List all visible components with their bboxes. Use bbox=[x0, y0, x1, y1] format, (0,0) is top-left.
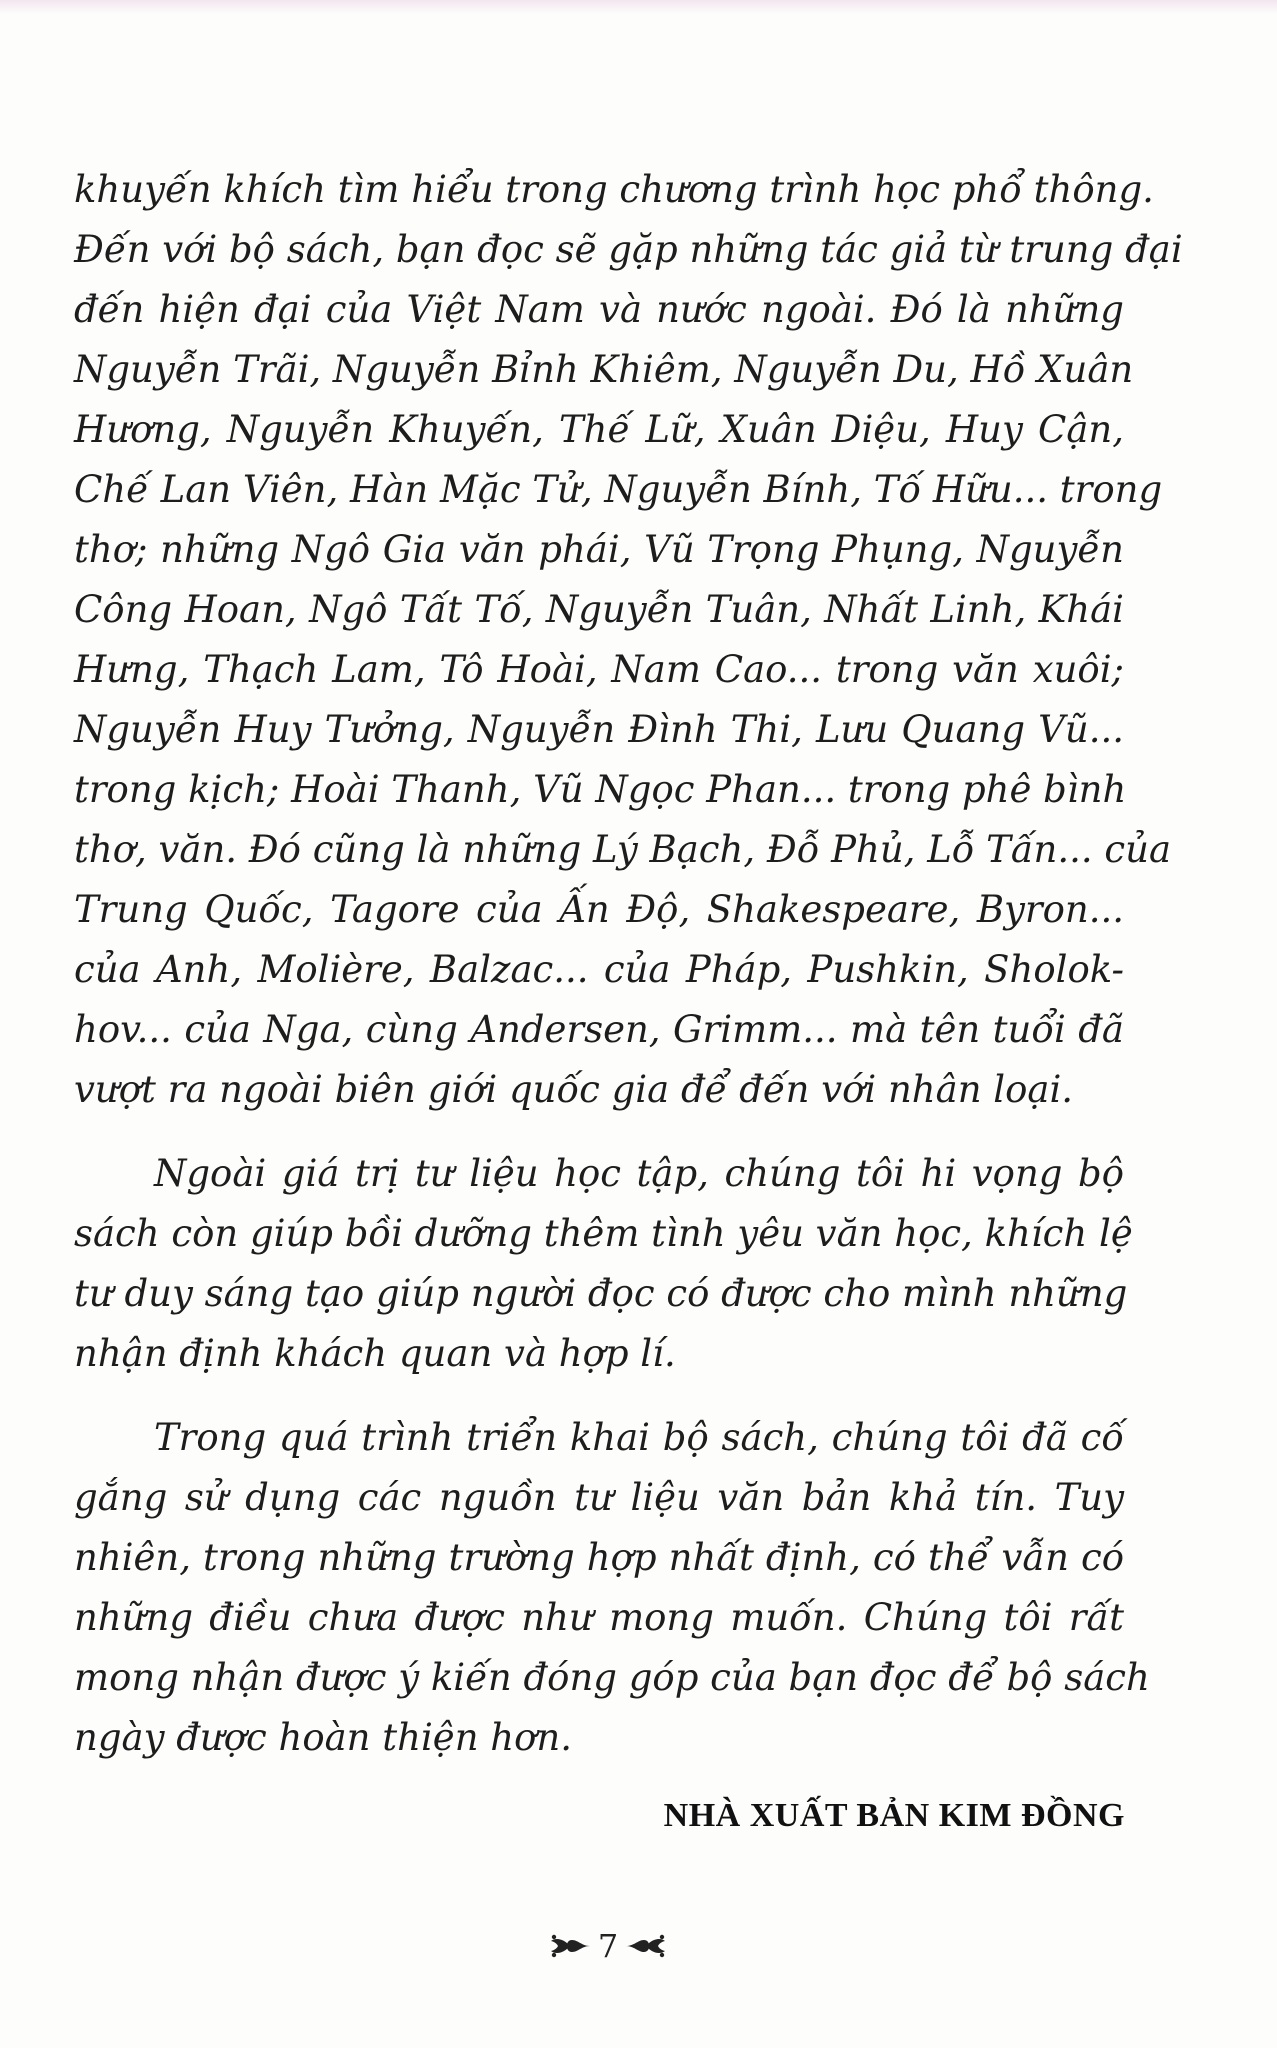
text-line: gắng sử dụng các nguồn tư liệu văn bản khả tín. Tuy bbox=[74, 1476, 1124, 1519]
body-text bbox=[74, 160, 1183, 1768]
text-line: ngày được hoàn thiện hơn. bbox=[74, 1716, 572, 1759]
paragraph-1 bbox=[74, 160, 1183, 1120]
page-number: 7 bbox=[597, 1927, 619, 1965]
text-line: Đến với bộ sách, bạn đọc sẽ gặp những tác giả từ trung đại bbox=[74, 228, 1183, 271]
text-line: nhận định khách quan và hợp lí. bbox=[74, 1332, 676, 1375]
text-line: Ngoài giá trị tư liệu học tập, chúng tôi hi vọng bộ bbox=[154, 1152, 1124, 1195]
text-line: Nguyễn Trãi, Nguyễn Bỉnh Khiêm, Nguyễn Du, Hồ Xuân bbox=[74, 348, 1134, 391]
text-line: Nguyễn Huy Tưởng, Nguyễn Đình Thi, Lưu Quang Vũ... bbox=[74, 708, 1124, 751]
text-line: khuyến khích tìm hiểu trong chương trình học phổ thông. bbox=[74, 168, 1154, 211]
text-line: mong nhận được ý kiến đóng góp của bạn đọc để bộ sách bbox=[74, 1656, 1150, 1699]
text-line: Hương, Nguyễn Khuyến, Thế Lữ, Xuân Diệu, Huy Cận, bbox=[74, 408, 1124, 451]
paragraph-spacer bbox=[74, 1384, 1124, 1408]
text-line: những điều chưa được như mong muốn. Chúng tôi rất bbox=[74, 1596, 1124, 1639]
text-line: thơ, văn. Đó cũng là những Lý Bạch, Đỗ Phủ, Lỗ Tấn... của bbox=[74, 828, 1172, 871]
floral-ornament-icon bbox=[548, 1931, 592, 1961]
text-line: Hưng, Thạch Lam, Tô Hoài, Nam Cao... trong văn xuôi; bbox=[74, 648, 1124, 691]
publisher-signature: NHÀ XUẤT BẢN KIM ĐỒNG bbox=[663, 1797, 1125, 1834]
page-number-footer bbox=[538, 1924, 678, 1968]
text-line: Chế Lan Viên, Hàn Mặc Tử, Nguyễn Bính, Tố Hữu... trong bbox=[74, 468, 1163, 511]
text-line: Trung Quốc, Tagore của Ấn Độ, Shakespeare, Byron... bbox=[74, 888, 1124, 931]
text-line: Công Hoan, Ngô Tất Tố, Nguyễn Tuân, Nhất Linh, Khái bbox=[74, 588, 1124, 631]
text-line: nhiên, trong những trường hợp nhất định, có thể vẫn có bbox=[74, 1536, 1124, 1579]
text-line: thơ; những Ngô Gia văn phái, Vũ Trọng Phụng, Nguyễn bbox=[74, 528, 1124, 571]
page-top-edge bbox=[0, 0, 1277, 14]
text-line: Trong quá trình triển khai bộ sách, chúng tôi đã cố bbox=[154, 1416, 1124, 1459]
floral-ornament-icon bbox=[624, 1931, 668, 1961]
text-line: vượt ra ngoài biên giới quốc gia để đến với nhân loại. bbox=[74, 1068, 1074, 1111]
text-line: trong kịch; Hoài Thanh, Vũ Ngọc Phan... trong phê bình bbox=[74, 768, 1127, 811]
text-line: tư duy sáng tạo giúp người đọc có được cho mình những bbox=[74, 1272, 1128, 1315]
text-line: hov... của Nga, cùng Andersen, Grimm... mà tên tuổi đã bbox=[74, 1008, 1124, 1051]
text-line: của Anh, Molière, Balzac... của Pháp, Pushkin, Sholok- bbox=[74, 948, 1124, 991]
paragraph-spacer bbox=[74, 1120, 1124, 1144]
text-line: sách còn giúp bồi dưỡng thêm tình yêu văn học, khích lệ bbox=[74, 1212, 1133, 1255]
paragraph-2 bbox=[74, 1144, 1133, 1384]
paragraph-3 bbox=[74, 1408, 1150, 1768]
text-line: đến hiện đại của Việt Nam và nước ngoài. Đó là những bbox=[74, 288, 1124, 331]
